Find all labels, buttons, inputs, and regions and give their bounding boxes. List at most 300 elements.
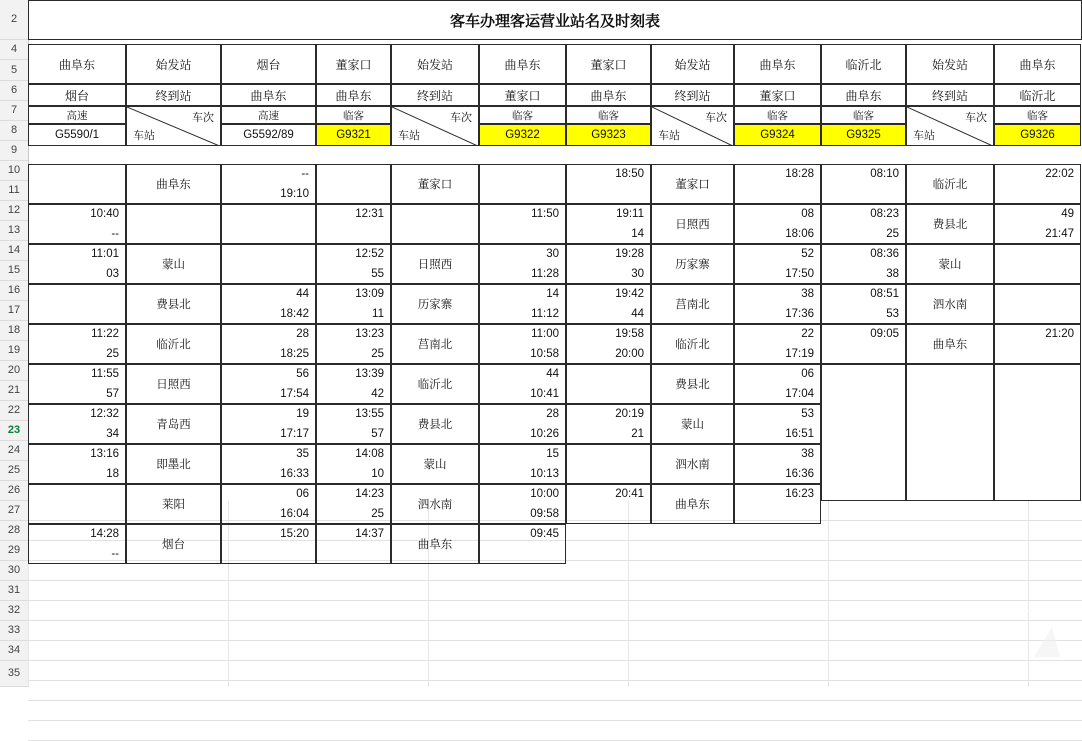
block-type-left: 临客 xyxy=(316,106,391,124)
block-start-station-left: 曲阜东 xyxy=(28,44,126,84)
departure-time: 44 xyxy=(631,308,644,320)
time-cell-right xyxy=(479,444,566,484)
departure-time: 25 xyxy=(106,348,119,360)
arrival-time: 16:23 xyxy=(785,488,814,500)
block-tail-left xyxy=(821,364,906,501)
block-type-left: 临客 xyxy=(821,106,906,124)
station-name-cell: 董家口 xyxy=(391,164,479,204)
row-header[interactable]: 17 xyxy=(0,301,28,321)
arrival-time: 06 xyxy=(801,368,814,380)
arrival-time: 53 xyxy=(801,408,814,420)
departure-time: 17:54 xyxy=(280,388,309,400)
row-header[interactable]: 23 xyxy=(0,421,28,441)
row-header[interactable]: 18 xyxy=(0,321,28,341)
empty-grid-row xyxy=(28,621,1082,641)
station-name-cell: 青岛西 xyxy=(126,404,221,444)
time-cell-right xyxy=(994,204,1081,244)
time-cell-left xyxy=(566,484,651,524)
empty-grid-row xyxy=(28,641,1082,661)
arrival-time: 19:42 xyxy=(615,288,644,300)
arrival-time: 08:23 xyxy=(870,208,899,220)
station-name-cell xyxy=(126,204,221,244)
station-name-cell: 临沂北 xyxy=(906,164,994,204)
chezhan-label: 车站 xyxy=(398,130,420,142)
block-end-station-right: 董家口 xyxy=(479,84,566,106)
arrival-time: 19:28 xyxy=(615,248,644,260)
arrival-time: 14:37 xyxy=(355,528,384,540)
departure-time: 10:26 xyxy=(530,428,559,440)
station-name-cell: 日照西 xyxy=(126,364,221,404)
train-number-left[interactable]: G9325 xyxy=(821,124,906,146)
station-name-cell: 曲阜东 xyxy=(126,164,221,204)
chezhan-label: 车站 xyxy=(913,130,935,142)
departure-time: 11 xyxy=(372,308,384,320)
time-cell-left xyxy=(28,404,126,444)
block-end-label: 终到站 xyxy=(651,84,734,106)
train-number-right[interactable]: G5592/89 xyxy=(221,124,316,146)
block-tail-mid xyxy=(906,364,994,501)
station-name-cell: 董家口 xyxy=(651,164,734,204)
station-name-cell: 烟台 xyxy=(126,524,221,564)
departure-time: -- xyxy=(111,228,119,240)
row-header[interactable]: 8 xyxy=(0,121,28,141)
block-start-station-left: 临沂北 xyxy=(821,44,906,84)
block-end-label: 终到站 xyxy=(391,84,479,106)
train-station-diagonal-header xyxy=(126,106,221,146)
empty-grid-row xyxy=(28,561,1082,581)
station-name-cell: 日照西 xyxy=(391,244,479,284)
block-start-station-right: 曲阜东 xyxy=(734,44,821,84)
time-cell-left xyxy=(821,284,906,324)
row-header[interactable]: 4 xyxy=(0,40,28,60)
train-station-diagonal-header xyxy=(906,106,994,146)
station-name-cell: 日照西 xyxy=(651,204,734,244)
time-cell-right xyxy=(221,284,316,324)
departure-time: 11:28 xyxy=(531,268,559,280)
arrival-time: 11:00 xyxy=(531,328,559,340)
departure-time: 10:58 xyxy=(530,348,559,360)
station-name-cell: 泗水南 xyxy=(391,484,479,524)
row-header[interactable]: 20 xyxy=(0,361,28,381)
arrival-time: 08:36 xyxy=(870,248,899,260)
station-name-cell: 曲阜东 xyxy=(651,484,734,524)
block-end-station-left: 曲阜东 xyxy=(316,84,391,106)
time-cell-right xyxy=(479,324,566,364)
time-cell-left xyxy=(28,284,126,324)
train-number-left[interactable]: G5590/1 xyxy=(28,124,126,146)
time-cell-right xyxy=(221,364,316,404)
time-cell-right xyxy=(994,164,1081,204)
time-cell-right xyxy=(221,404,316,444)
arrival-time: 38 xyxy=(801,448,814,460)
departure-time: 57 xyxy=(106,388,119,400)
arrival-time: 19 xyxy=(296,408,309,420)
time-cell-right xyxy=(221,204,316,244)
time-cell-right xyxy=(734,204,821,244)
row-header[interactable]: 19 xyxy=(0,341,28,361)
chezhan-label: 车站 xyxy=(658,130,680,142)
block-start-station-right: 曲阜东 xyxy=(479,44,566,84)
block-end-station-left: 烟台 xyxy=(28,84,126,106)
station-name-cell: 蒙山 xyxy=(126,244,221,284)
arrival-time: 44 xyxy=(296,288,309,300)
station-name-cell: 曲阜东 xyxy=(906,324,994,364)
time-cell-left xyxy=(28,444,126,484)
time-cell-right xyxy=(734,164,821,204)
arrival-time: 13:09 xyxy=(355,288,384,300)
arrival-time: 13:55 xyxy=(355,408,384,420)
arrival-time: 20:19 xyxy=(615,408,644,420)
time-cell-right xyxy=(221,524,316,564)
block-tail-right xyxy=(994,364,1081,501)
departure-time: 10:13 xyxy=(530,468,559,480)
time-cell-left xyxy=(566,284,651,324)
departure-time: 16:51 xyxy=(785,428,814,440)
row-header[interactable]: 16 xyxy=(0,281,28,301)
arrival-time: 11:50 xyxy=(531,208,559,220)
time-cell-left xyxy=(316,444,391,484)
time-cell-right xyxy=(994,284,1081,324)
block-start-station-right: 曲阜东 xyxy=(994,44,1081,84)
row-header[interactable]: 5 xyxy=(0,60,28,81)
time-cell-right xyxy=(479,204,566,244)
time-cell-right xyxy=(734,324,821,364)
time-cell-right xyxy=(734,444,821,484)
arrival-time: 19:11 xyxy=(616,208,644,220)
block-end-label: 终到站 xyxy=(126,84,221,106)
empty-grid-row xyxy=(28,661,1082,681)
departure-time: 18:25 xyxy=(280,348,309,360)
arrival-time: 10:00 xyxy=(530,488,559,500)
arrival-time: 12:31 xyxy=(355,208,384,220)
arrival-time: 14:28 xyxy=(90,528,119,540)
sheet-title: 客车办理客运营业站名及时刻表 xyxy=(28,0,1082,40)
time-cell-right xyxy=(479,284,566,324)
train-station-diagonal-header xyxy=(391,106,479,146)
arrival-time: 21:20 xyxy=(1045,328,1074,340)
departure-time: 19:10 xyxy=(280,188,309,200)
departure-time: 16:04 xyxy=(280,508,309,520)
arrival-time: 11:22 xyxy=(91,328,119,340)
block-type-left: 高速 xyxy=(28,106,126,124)
departure-time: 38 xyxy=(886,268,899,280)
departure-time: 17:19 xyxy=(785,348,814,360)
time-cell-left xyxy=(28,524,126,564)
time-cell-right xyxy=(479,484,566,524)
arrival-time: 11:01 xyxy=(91,248,119,260)
time-cell-left xyxy=(566,364,651,404)
station-name-cell xyxy=(391,204,479,244)
station-name-cell: 蒙山 xyxy=(391,444,479,484)
empty-grid-row xyxy=(28,601,1082,621)
empty-grid-row xyxy=(28,681,1082,701)
block-end-station-right: 曲阜东 xyxy=(221,84,316,106)
arrival-time: 06 xyxy=(296,488,309,500)
departure-time: 34 xyxy=(106,428,119,440)
departure-time: 10:41 xyxy=(530,388,559,400)
station-name-cell: 蒙山 xyxy=(651,404,734,444)
train-number-right[interactable]: G9322 xyxy=(479,124,566,146)
row-header[interactable]: 25 xyxy=(0,461,28,481)
arrival-time: 13:39 xyxy=(355,368,384,380)
block-end-station-right: 临沂北 xyxy=(994,84,1081,106)
departure-time: 14 xyxy=(631,228,644,240)
time-cell-left xyxy=(316,204,391,244)
block-start-label: 始发站 xyxy=(651,44,734,84)
time-cell-left xyxy=(316,284,391,324)
station-name-cell: 费县北 xyxy=(391,404,479,444)
time-cell-right xyxy=(479,244,566,284)
row-header[interactable]: 7 xyxy=(0,101,28,121)
time-cell-right xyxy=(479,364,566,404)
arrival-time: 30 xyxy=(546,248,559,260)
departure-time: 17:50 xyxy=(785,268,814,280)
departure-time: 16:33 xyxy=(280,468,309,480)
chezi-label: 车次 xyxy=(450,112,472,124)
block-end-station-left: 曲阜东 xyxy=(566,84,651,106)
station-name-cell: 曲阜东 xyxy=(391,524,479,564)
station-name-cell: 莒南北 xyxy=(391,324,479,364)
arrival-time: 18:50 xyxy=(615,168,644,180)
arrival-time: 12:32 xyxy=(90,408,119,420)
arrival-time: 09:05 xyxy=(870,328,899,340)
station-name-cell: 临沂北 xyxy=(126,324,221,364)
departure-time: 03 xyxy=(106,268,119,280)
time-cell-left xyxy=(316,244,391,284)
arrival-time: 15:20 xyxy=(280,528,309,540)
arrival-time: 44 xyxy=(546,368,559,380)
time-cell-left xyxy=(821,244,906,284)
arrival-time: 08:51 xyxy=(870,288,899,300)
block-start-label: 始发站 xyxy=(906,44,994,84)
station-name-cell: 莱阳 xyxy=(126,484,221,524)
row-header[interactable]: 27 xyxy=(0,501,28,521)
row-header[interactable]: 14 xyxy=(0,241,28,261)
row-header[interactable]: 15 xyxy=(0,261,28,281)
time-cell-left xyxy=(316,484,391,524)
time-cell-left xyxy=(28,324,126,364)
time-cell-left xyxy=(316,164,391,204)
departure-time: 10 xyxy=(371,468,384,480)
chezi-label: 车次 xyxy=(705,112,727,124)
empty-grid-row xyxy=(28,721,1082,741)
time-cell-right xyxy=(734,484,821,524)
departure-time: 11:12 xyxy=(531,308,559,320)
departure-time: 09:58 xyxy=(530,508,559,520)
arrival-time: 14:23 xyxy=(355,488,384,500)
time-cell-right xyxy=(221,484,316,524)
train-station-diagonal-header xyxy=(651,106,734,146)
arrival-time: 20:41 xyxy=(615,488,644,500)
time-cell-left xyxy=(316,404,391,444)
empty-grid-row xyxy=(28,581,1082,601)
station-name-cell: 临沂北 xyxy=(391,364,479,404)
train-number-right[interactable]: G9324 xyxy=(734,124,821,146)
row-header[interactable]: 6 xyxy=(0,81,28,101)
time-cell-left xyxy=(316,524,391,564)
grid-column-line xyxy=(628,501,629,687)
arrival-time: 35 xyxy=(296,448,309,460)
time-cell-left xyxy=(28,364,126,404)
block-start-station-left: 董家口 xyxy=(316,44,391,84)
time-cell-left xyxy=(28,244,126,284)
departure-time: 16:36 xyxy=(785,468,814,480)
departure-time: 55 xyxy=(371,268,384,280)
time-cell-right xyxy=(479,524,566,564)
row-header[interactable]: 31 xyxy=(0,581,28,601)
train-number-left[interactable]: G9321 xyxy=(316,124,391,146)
time-cell-left xyxy=(316,324,391,364)
train-number-left[interactable]: G9323 xyxy=(566,124,651,146)
arrival-time: 14:08 xyxy=(355,448,384,460)
time-cell-left xyxy=(821,204,906,244)
chezi-label: 车次 xyxy=(965,112,987,124)
time-cell-left xyxy=(566,324,651,364)
row-header[interactable]: 35 xyxy=(0,661,28,687)
station-name-cell: 历家寨 xyxy=(391,284,479,324)
chezhan-label: 车站 xyxy=(133,130,155,142)
row-header[interactable]: 33 xyxy=(0,621,28,641)
station-name-cell: 蒙山 xyxy=(906,244,994,284)
departure-time: 21:47 xyxy=(1045,228,1074,240)
time-cell-left xyxy=(821,324,906,364)
block-type-right: 临客 xyxy=(479,106,566,124)
time-cell-left xyxy=(566,204,651,244)
departure-time: 25 xyxy=(371,508,384,520)
row-header[interactable]: 26 xyxy=(0,481,28,501)
time-cell-left xyxy=(28,484,126,524)
arrival-time: 28 xyxy=(546,408,559,420)
block-type-right: 临客 xyxy=(734,106,821,124)
row-header[interactable]: 2 xyxy=(0,0,28,40)
arrival-time: -- xyxy=(301,168,309,180)
time-cell-left xyxy=(566,444,651,484)
arrival-time: 49 xyxy=(1061,208,1074,220)
time-cell-right xyxy=(734,404,821,444)
departure-time: 30 xyxy=(631,268,644,280)
time-cell-left xyxy=(566,404,651,444)
departure-time: 17:36 xyxy=(785,308,814,320)
row-header[interactable]: 29 xyxy=(0,541,28,561)
station-name-cell: 莒南北 xyxy=(651,284,734,324)
row-header[interactable]: 11 xyxy=(0,181,28,201)
time-cell-left xyxy=(566,244,651,284)
arrival-time: 18:28 xyxy=(785,168,814,180)
departure-time: 18:06 xyxy=(785,228,814,240)
departure-time: 53 xyxy=(886,308,899,320)
row-header[interactable]: 30 xyxy=(0,561,28,581)
arrival-time: 28 xyxy=(296,328,309,340)
time-cell-right xyxy=(994,244,1081,284)
row-header[interactable]: 9 xyxy=(0,141,28,161)
arrival-time: 08 xyxy=(801,208,814,220)
arrival-time: 22 xyxy=(801,328,814,340)
time-cell-right xyxy=(479,164,566,204)
time-cell-right xyxy=(221,164,316,204)
station-name-cell: 费县北 xyxy=(651,364,734,404)
row-header[interactable]: 32 xyxy=(0,601,28,621)
row-header[interactable]: 21 xyxy=(0,381,28,401)
block-start-label: 始发站 xyxy=(391,44,479,84)
watermark-mark xyxy=(988,605,1068,665)
station-name-cell: 泗水南 xyxy=(906,284,994,324)
row-header[interactable]: 34 xyxy=(0,641,28,661)
arrival-time: 11:55 xyxy=(91,368,119,380)
arrival-time: 56 xyxy=(296,368,309,380)
row-header[interactable]: 10 xyxy=(0,161,28,181)
departure-time: 57 xyxy=(371,428,384,440)
station-name-cell: 历家寨 xyxy=(651,244,734,284)
departure-time: 42 xyxy=(371,388,384,400)
block-start-station-right: 烟台 xyxy=(221,44,316,84)
block-end-station-left: 曲阜东 xyxy=(821,84,906,106)
block-type-right: 高速 xyxy=(221,106,316,124)
time-cell-left xyxy=(28,164,126,204)
time-cell-left xyxy=(316,364,391,404)
arrival-time: 19:58 xyxy=(615,328,644,340)
station-name-cell: 泗水南 xyxy=(651,444,734,484)
row-header[interactable]: 22 xyxy=(0,401,28,421)
station-name-cell: 费县北 xyxy=(906,204,994,244)
departure-time: -- xyxy=(111,548,119,560)
arrival-time: 38 xyxy=(801,288,814,300)
station-name-cell: 临沂北 xyxy=(651,324,734,364)
row-header[interactable]: 24 xyxy=(0,441,28,461)
departure-time: 18 xyxy=(106,468,119,480)
arrival-time: 13:23 xyxy=(355,328,384,340)
arrival-time: 14 xyxy=(546,288,559,300)
arrival-time: 12:52 xyxy=(355,248,384,260)
arrival-time: 13:16 xyxy=(90,448,119,460)
departure-time: 21 xyxy=(631,428,644,440)
time-cell-left xyxy=(566,164,651,204)
departure-time: 17:17 xyxy=(280,428,309,440)
grid-column-line xyxy=(828,501,829,687)
block-type-right: 临客 xyxy=(994,106,1081,124)
arrival-time: 22:02 xyxy=(1045,168,1074,180)
train-number-right[interactable]: G9326 xyxy=(994,124,1081,146)
block-type-left: 临客 xyxy=(566,106,651,124)
block-end-station-right: 董家口 xyxy=(734,84,821,106)
departure-time: 25 xyxy=(886,228,899,240)
row-header[interactable]: 28 xyxy=(0,521,28,541)
time-cell-right xyxy=(221,444,316,484)
station-name-cell: 费县北 xyxy=(126,284,221,324)
departure-time: 25 xyxy=(371,348,384,360)
departure-time: 17:04 xyxy=(785,388,814,400)
time-cell-right xyxy=(479,404,566,444)
empty-grid-row xyxy=(28,701,1082,721)
arrival-time: 15 xyxy=(546,448,559,460)
arrival-time: 10:40 xyxy=(90,208,119,220)
time-cell-right xyxy=(221,244,316,284)
time-cell-right xyxy=(734,244,821,284)
row-header[interactable]: 13 xyxy=(0,221,28,241)
arrival-time: 52 xyxy=(801,248,814,260)
time-cell-left xyxy=(821,164,906,204)
row-header[interactable]: 12 xyxy=(0,201,28,221)
time-cell-right xyxy=(734,364,821,404)
block-end-label: 终到站 xyxy=(906,84,994,106)
sheet-grid xyxy=(28,0,1082,687)
time-cell-right xyxy=(994,324,1081,364)
departure-time: 18:42 xyxy=(280,308,309,320)
time-cell-right xyxy=(734,284,821,324)
chezi-label: 车次 xyxy=(192,112,214,124)
departure-time: 20:00 xyxy=(615,348,644,360)
arrival-time: 08:10 xyxy=(870,168,899,180)
arrival-time: 09:45 xyxy=(530,528,559,540)
